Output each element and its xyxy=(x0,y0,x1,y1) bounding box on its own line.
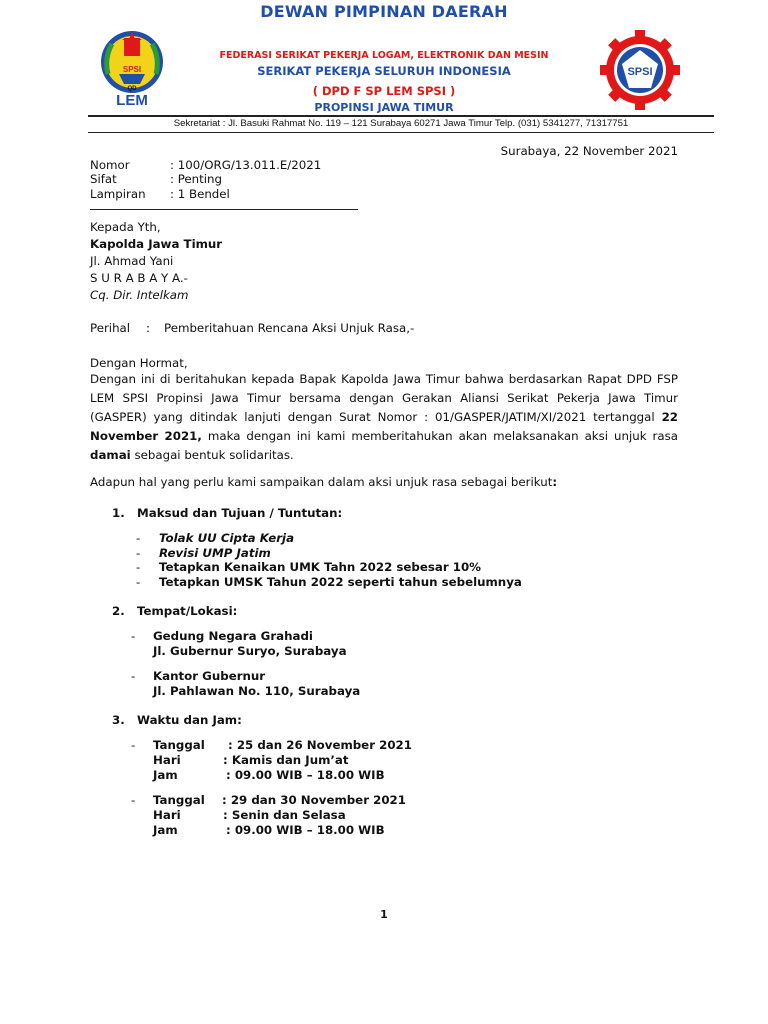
p1-middle: maka dengan ini kami memberitahukan akan melaksanakan aksi unjuk rasa xyxy=(201,429,678,443)
subject-label: Perihal xyxy=(90,321,131,335)
list-dash: - xyxy=(131,629,136,643)
recipient-city: S U R A B A Y A.- xyxy=(90,271,188,285)
logo-left-label: SPSI xyxy=(122,65,142,74)
letterhead-union: SERIKAT PEKERJA SELURUH INDONESIA xyxy=(257,64,511,78)
p2-colon: : xyxy=(552,475,558,489)
list-dash: - xyxy=(131,738,136,752)
body-paragraph-2 xyxy=(90,474,557,490)
recipient-name: Kapolda Jawa Timur xyxy=(90,237,223,251)
schedule-1-date: : 25 dan 26 November 2021 xyxy=(228,738,412,752)
letterhead-province: PROPINSI JAWA TIMUR xyxy=(314,101,454,114)
schedule-2-date-label: Tanggal xyxy=(153,793,205,807)
letterhead-dpd-text: ( DPD F SP LEM SPSI ) xyxy=(312,84,456,98)
schedule-2-day-label: Hari xyxy=(153,808,181,822)
location-1-address: Jl. Gubernur Suryo, Surabaya xyxy=(153,644,347,658)
letterhead-title: DEWAN PIMPINAN DAERAH xyxy=(260,2,508,21)
recipient-address: Jl. Ahmad Yani xyxy=(90,254,174,268)
meta-label-nomor: Nomor xyxy=(90,158,130,172)
subject-text: Pemberitahuan Rencana Aksi Unjuk Rasa,- xyxy=(164,321,415,335)
location-2-name: Kantor Gubernur xyxy=(153,669,266,683)
demand-item-1: Tolak UU Cipta Kerja xyxy=(159,531,295,545)
recipient-greeting: Kepada Yth, xyxy=(90,220,161,234)
logo-right-label: SPSI xyxy=(627,66,653,78)
meta-label-sifat: Sifat xyxy=(90,172,117,186)
place-date: Surabaya, 22 November 2021 xyxy=(500,144,678,158)
schedule-2-time: : 09.00 WIB – 18.00 WIB xyxy=(226,823,385,837)
logo-left-sub: LEM xyxy=(116,92,148,108)
list-dash: - xyxy=(136,575,141,589)
schedule-2-day: : Senin dan Selasa xyxy=(223,808,346,822)
section-2-title: Tempat/Lokasi: xyxy=(137,604,238,618)
location-1-name: Gedung Negara Grahadi xyxy=(153,629,313,643)
list-dash: - xyxy=(136,531,141,545)
section-1-title: Maksud dan Tujuan / Tuntutan: xyxy=(137,506,343,520)
meta-label-lampiran: Lampiran xyxy=(90,187,146,201)
meta-value-sifat: : Penting xyxy=(170,172,223,186)
subject-colon: : xyxy=(146,321,150,335)
schedule-2-time-label: Jam xyxy=(153,823,178,837)
list-dash: - xyxy=(131,669,136,683)
salutation: Dengan Hormat, xyxy=(90,356,188,370)
p1-date: 22 November 2021, xyxy=(90,410,678,443)
p1-after: sebagai bentuk solidaritas. xyxy=(130,448,294,462)
recipient-cq: Cq. Dir. Intelkam xyxy=(90,288,189,302)
p1-before: Dengan ini di beritahukan kepada Bapak Kapolda Jawa Timur bahwa berdasarkan Rapat DPD FSP LEM SPSI Propinsi Jawa Timur bersama dengan Gerakan Aliansi Serikat Pekerja Jawa Timur (GASPER) yang ditindak lanjuti dengan Surat Nomor : 01/GASPER/JATIM/XI/2021 tertanggal xyxy=(90,372,678,424)
header-divider-bottom xyxy=(88,132,714,133)
schedule-1-date-label: Tanggal xyxy=(153,738,205,752)
demand-item-3: Tetapkan Kenaikan UMK Tahn 2022 sebesar 10% xyxy=(159,560,481,574)
meta-underline xyxy=(90,209,358,210)
letterhead-dpd xyxy=(0,84,768,98)
section-2-number: 2. xyxy=(112,604,125,618)
schedule-1-day-label: Hari xyxy=(153,753,181,767)
meta-value-nomor: : 100/ORG/13.011.E/2021 xyxy=(170,158,322,172)
logo-left-small: QD xyxy=(127,86,137,92)
meta-value-lampiran: : 1 Bendel xyxy=(170,187,230,201)
schedule-1-day: : Kamis dan Jum’at xyxy=(223,753,349,767)
section-3-title: Waktu dan Jam: xyxy=(137,713,242,727)
page-number: 1 xyxy=(380,908,388,921)
list-dash: - xyxy=(136,560,141,574)
schedule-2-date: : 29 dan 30 November 2021 xyxy=(222,793,406,807)
list-dash: - xyxy=(136,546,141,560)
section-1-number: 1. xyxy=(112,506,125,520)
list-dash: - xyxy=(131,793,136,807)
location-2-address: Jl. Pahlawan No. 110, Surabaya xyxy=(153,684,361,698)
secretariat-address: Sekretariat : Jl. Basuki Rahmat No. 119 – 121 Surabaya 60271 Jawa Timur Telp. (031) 5341277, 71317751 xyxy=(173,118,629,129)
header-divider-top xyxy=(88,115,714,117)
demand-item-4: Tetapkan UMSK Tahun 2022 seperti tahun sebelumnya xyxy=(159,575,522,589)
schedule-1-time-label: Jam xyxy=(153,768,178,782)
letterhead-federation: FEDERASI SERIKAT PEKERJA LOGAM, ELEKTRONIK DAN MESIN xyxy=(219,50,549,61)
p2-text: Adapun hal yang perlu kami sampaikan dalam aksi unjuk rasa sebagai berikut xyxy=(90,475,553,489)
body-paragraph-1 xyxy=(90,370,678,465)
demand-item-2: Revisi UMP Jatim xyxy=(159,546,271,560)
schedule-1-time: : 09.00 WIB – 18.00 WIB xyxy=(226,768,385,782)
section-3-number: 3. xyxy=(112,713,125,727)
p1-damai: damai xyxy=(90,448,131,462)
